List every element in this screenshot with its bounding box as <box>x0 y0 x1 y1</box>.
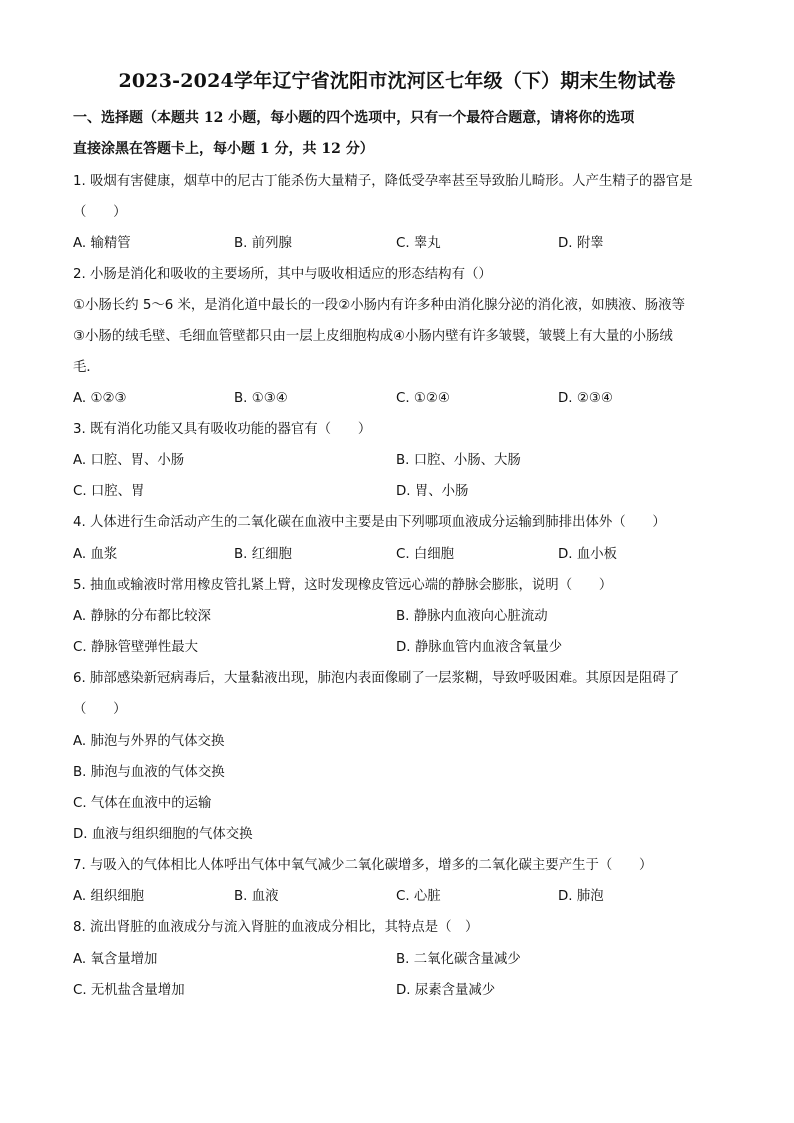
question-2-stem: 2. 小肠是消化和吸收的主要场所，其中与吸收相适应的形态结构有（） <box>73 267 492 282</box>
question-7-option-c: C. 心脏 <box>396 889 441 904</box>
question-8-stem: 8. 流出肾脏的血液成分与流入肾脏的血液成分相比，其特点是（ ） <box>73 920 479 935</box>
question-5-option-b: B. 静脉内血液向心脏流动 <box>396 609 548 624</box>
question-5-option-d: D. 静脉血管内血液含氧量少 <box>396 640 563 655</box>
page-title: 2023-2024学年辽宁省沈阳市沈河区七年级（下）期末生物试卷 <box>118 70 676 92</box>
question-8-option-b: B. 二氧化碳含量减少 <box>396 952 521 967</box>
question-4-option-b: B. 红细胞 <box>234 547 292 562</box>
question-6-option-a: A. 肺泡与外界的气体交换 <box>73 734 225 749</box>
question-4-option-d: D. 血小板 <box>558 547 617 562</box>
question-8-option-a: A. 氧含量增加 <box>73 952 158 967</box>
question-3-option-b: B. 口腔、小肠、大肠 <box>396 453 521 468</box>
question-2-option-d: D. ②③④ <box>558 391 613 406</box>
question-5-option-c: C. 静脉管壁弹性最大 <box>73 640 198 655</box>
question-8-option-c: C. 无机盐含量增加 <box>73 983 185 998</box>
question-3-option-d: D. 胃、小肠 <box>396 484 469 499</box>
question-5-option-a: A. 静脉的分布都比较深 <box>73 609 211 624</box>
question-6-option-b: B. 肺泡与血液的气体交换 <box>73 765 225 780</box>
question-2-option-b: B. ①③④ <box>234 391 288 406</box>
question-4-option-c: C. 白细胞 <box>396 547 455 562</box>
question-2-stem-cont: 毛． <box>73 360 100 375</box>
question-6-stem-cont: （ ） <box>73 702 127 717</box>
question-1-option-b: B. 前列腺 <box>234 236 292 251</box>
question-6-option-d: D. 血液与组织细胞的气体交换 <box>73 827 253 842</box>
question-5-stem: 5. 抽血或输液时常用橡皮管扎紧上臂，这时发现橡皮管远心端的静脉会膨胀，说明（ ） <box>73 578 613 593</box>
question-2-option-c: C. ①②④ <box>396 391 450 406</box>
question-3-stem: 3. 既有消化功能又具有吸收功能的器官有（ ） <box>73 422 372 437</box>
question-6-stem: 6. 肺部感染新冠病毒后，大量黏液出现，肺泡内表面像刷了一层浆糊，导致呼吸困难。其原因是阻碍了 <box>73 671 680 686</box>
question-3-option-c: C. 口腔、胃 <box>73 484 145 499</box>
question-2-option-a: A. ①②③ <box>73 391 127 406</box>
question-7-stem: 7. 与吸入的气体相比人体呼出气体中氧气减少二氧化碳增多，增多的二氧化碳主要产生于（ ） <box>73 858 653 873</box>
question-1-option-a: A. 输精管 <box>73 236 131 251</box>
section-heading-cont: 直接涂黑在答题卡上，每小题 1 分，共 12 分） <box>73 141 374 157</box>
question-4-stem: 4. 人体进行生命活动产生的二氧化碳在血液中主要是由下列哪项血液成分运输到肺排出体外（ ） <box>73 515 666 530</box>
question-3-option-a: A. 口腔、胃、小肠 <box>73 453 185 468</box>
question-7-option-d: D. 肺泡 <box>558 889 604 904</box>
question-8-option-d: D. 尿素含量减少 <box>396 983 496 998</box>
question-7-option-a: A. 组织细胞 <box>73 889 144 904</box>
question-1-stem: 1. 吸烟有害健康，烟草中的尼古丁能杀伤大量精子，降低受孕率甚至导致胎儿畸形。人产生精子的器官是 <box>73 174 693 189</box>
question-7-option-b: B. 血液 <box>234 889 279 904</box>
question-2-stem-cont: ①小肠长约 5～6 米，是消化道中最长的一段②小肠内有许多种由消化腺分泌的消化液，如胰液、肠液等 <box>73 298 685 313</box>
section-heading: 一、选择题（本题共 12 小题，每小题的四个选项中，只有一个最符合题意，请将你的选项 <box>73 110 635 126</box>
question-4-option-a: A. 血浆 <box>73 547 118 562</box>
question-1-option-d: D. 附睾 <box>558 236 604 251</box>
question-6-option-c: C. 气体在血液中的运输 <box>73 796 212 811</box>
question-1-option-c: C. 睾丸 <box>396 236 441 251</box>
question-1-stem-cont: （ ） <box>73 205 127 220</box>
question-2-stem-cont: ③小肠的绒毛壁、毛细血管壁都只由一层上皮细胞构成④小肠内壁有许多皱襞，皱襞上有大量的小肠绒 <box>73 329 673 344</box>
